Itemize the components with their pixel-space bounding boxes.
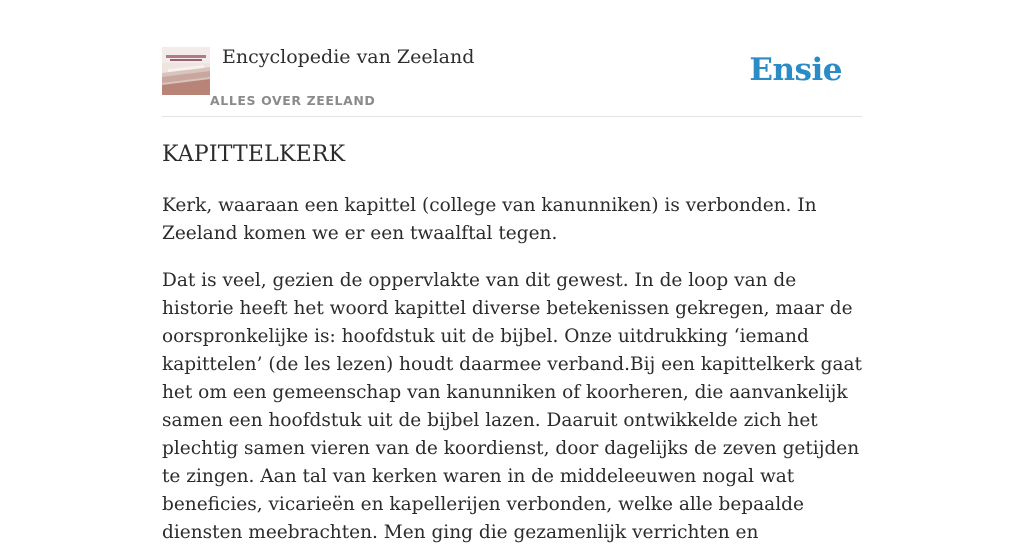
site-subtitle: ALLES OVER ZEELAND	[210, 93, 376, 108]
article-paragraph: Dat is veel, gezien de oppervlakte van dit gewest. In de loop van de historie heeft het woord kapittel diverse betekenissen gekregen, maar de oorspronkelijke is: hoofdstuk uit de bijbel. Onze uitdrukking ‘iemand kapittelen’ (de les lezen) houdt daarmee verband.Bij een kapittelkerk gaat het om een gemeenschap van kanunniken of koorheren, die aanvankelijk samen een hoofdstuk uit de bijbel lazen. Daaruit ontwikkelde zich het plechtig samen vieren van de koordienst, door dagelijks de zeven getijden te zingen. Aan tal van kerken waren in de middeleeuwen nogal wat beneficies, vicarieën en kapellerijen verbonden, welke alle bepaalde diensten meebrachten. Men ging die gezamenlijk verrichten en	[162, 270, 862, 543]
site-header	[162, 40, 862, 117]
article-title: KAPITTELKERK	[162, 142, 346, 167]
site-title[interactable]: Encyclopedie van Zeeland	[222, 46, 475, 68]
article-paragraph: Kerk, waaraan een kapittel (college van kanunniken) is verbonden. In Zeeland komen we er een twaalftal tegen.	[162, 195, 817, 244]
book-photo-icon	[162, 47, 210, 95]
article	[162, 140, 862, 547]
encyclopedia-avatar[interactable]	[162, 47, 210, 95]
ensie-logo-link[interactable]: Ensie	[749, 52, 842, 88]
